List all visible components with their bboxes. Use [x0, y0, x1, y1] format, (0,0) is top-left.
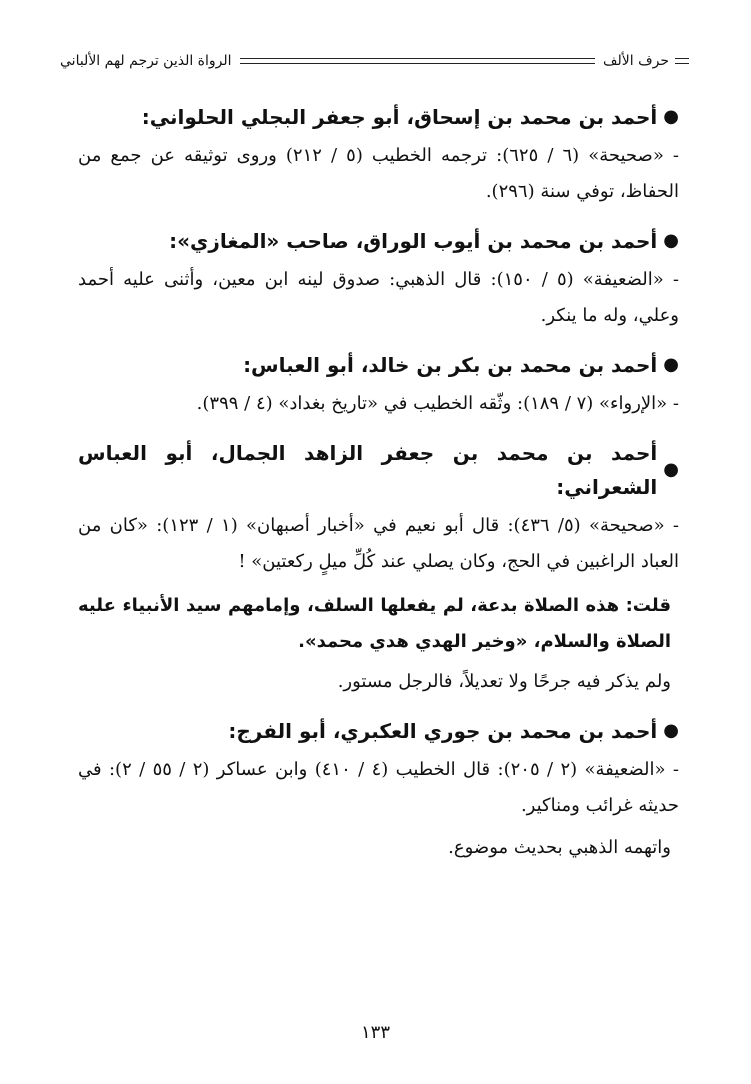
- narrator-name: أحمد بن محمد بن بكر بن خالد، أبو العباس:: [243, 353, 658, 377]
- entry-4: [78, 436, 679, 700]
- narrator-name: أحمد بن محمد بن جعفر الزاهد الجمال، أبو العباس الشعراني:: [78, 441, 658, 499]
- entry-1: [78, 100, 679, 210]
- entry-2: [78, 224, 679, 334]
- entry-heading: [78, 348, 679, 382]
- entry-text: - «الضعيفة» (٥ / ١٥٠): قال الذهبي: صدوق لينه ابن معين، وأثنى عليه أحمد وعلي، وله ما ينكر.: [78, 269, 679, 326]
- bullet-icon: ●: [663, 106, 679, 127]
- page-number: ١٣٣: [360, 1022, 390, 1043]
- entry-heading: [78, 436, 679, 504]
- book-title: الرواة الذين ترجم لهم الألباني: [60, 53, 232, 69]
- narrator-name: أحمد بن محمد بن جوري العكبري، أبو الفرج:: [228, 719, 658, 743]
- entry-heading: [78, 714, 679, 748]
- header-rule: [240, 58, 595, 64]
- entry-text: - «صحيحة» (٦ / ٦٢٥): ترجمه الخطيب (٥ / ٢١٢) وروى توثيقه عن جمع من الحفاظ، توفي سنة (٢٩٦).: [78, 145, 679, 202]
- header-rule-start: [675, 58, 689, 64]
- entry-3: [78, 348, 679, 422]
- entry-heading: [78, 224, 679, 258]
- entry-text: - «الإرواء» (٧ / ١٨٩): وثّقه الخطيب في «تاريخ بغداد» (٤ / ٣٩٩).: [196, 393, 679, 414]
- running-header: [60, 48, 689, 74]
- page-content: [78, 100, 679, 880]
- entry-heading: [78, 100, 679, 134]
- entry-remark: واتهمه الذهبي بحديث موضوع.: [448, 837, 671, 858]
- bullet-icon: ●: [663, 459, 679, 480]
- bullet-icon: ●: [663, 720, 679, 741]
- entry-text: - «الضعيفة» (٢ / ٢٠٥): قال الخطيب (٤ / ٤١٠) وابن عساكر (٢ / ٥٥ / ٢): في حديثه غرائب ومناكير.: [78, 759, 679, 816]
- entry-text: - «صحيحة» (٥/ ٤٣٦): قال أبو نعيم في «أخبار أصبهان» (١ / ١٢٣): «كان من العباد الراغبين في الحج، وكان يصلي عند كُلِّ ميلٍ ركعتين» !: [78, 515, 679, 572]
- bullet-icon: ●: [663, 230, 679, 251]
- chapter-title: حرف الألف: [603, 53, 669, 69]
- narrator-name: أحمد بن محمد بن إسحاق، أبو جعفر البجلي الحلواني:: [141, 105, 658, 129]
- narrator-name: أحمد بن محمد بن أيوب الوراق، صاحب «المغازي»:: [169, 229, 658, 253]
- author-note: قلت: هذه الصلاة بدعة، لم يفعلها السلف، وإمامهم سيد الأنبياء عليه الصلاة والسلام، «وخير الهدي هدي محمد».: [78, 595, 671, 652]
- entry-remark: ولم يذكر فيه جرحًا ولا تعديلاً، فالرجل مستور.: [337, 671, 671, 692]
- entry-5: [78, 714, 679, 866]
- bullet-icon: ●: [663, 354, 679, 375]
